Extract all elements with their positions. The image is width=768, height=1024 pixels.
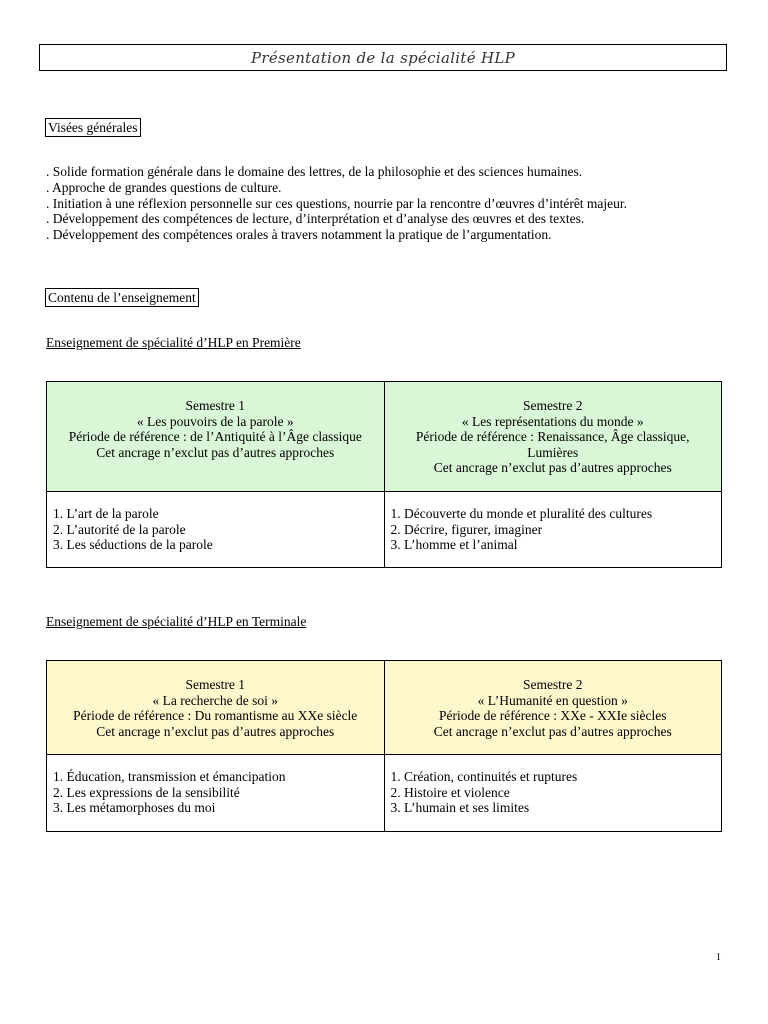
premiere-semester-2-header [384,382,722,492]
list-item: 1. Création, continuités et ruptures [390,769,578,784]
premiere-semester-1-header [47,382,385,492]
semester-label: Semestre 2 [522,677,583,692]
list-item: 3. L’homme et l’animal [390,537,518,553]
semester-theme: « La recherche de soi » [152,692,279,708]
semester-period: Période de référence : XXe - XXIe siècles [438,708,667,724]
general-aims-list [46,164,627,243]
list-item: 3. Les métamorphoses du moi [53,800,216,816]
premiere-semester-1-topics [47,492,385,568]
list-item: 1. L’art de la parole [53,506,159,521]
semester-note: Cet ancrage n’exclut pas d’autres approches [433,723,672,739]
list-item: . Initiation à une réflexion personnelle sur ces questions, nourrie par la rencontre d’œuvres d’intérêt majeur. [46,195,628,211]
semester-period-cont: Lumières [527,444,579,460]
semester-label: Semestre 2 [522,398,583,413]
list-item: 3. Les séductions de la parole [53,537,213,553]
page-title: Présentation de la spécialité HLP [250,48,515,67]
semester-theme: « L’Humanité en question » [477,692,628,708]
list-item: 2. L’autorité de la parole [53,521,186,537]
content-heading: Contenu de l’enseignement [45,288,199,307]
semester-note: Cet ancrage n’exclut pas d’autres approches [96,723,335,739]
semester-period: Période de référence : Renaissance, Âge classique, [415,429,690,445]
terminale-semester-2-header [384,661,722,755]
list-item: . Approche de grandes questions de culture. [46,179,282,195]
terminale-semester-2-topics [384,755,722,832]
semester-period: Période de référence : Du romantisme au XXe siècle [73,708,358,724]
list-item: 2. Les expressions de la sensibilité [53,784,240,800]
semester-note: Cet ancrage n’exclut pas d’autres approches [96,444,335,460]
semester-theme: « Les représentations du monde » [461,413,644,429]
page-title-box [39,44,727,71]
list-item: 2. Décrire, figurer, imaginer [390,521,543,537]
list-item: 2. Histoire et violence [390,784,510,800]
terminale-table [46,660,722,832]
terminale-semester-1-header [47,661,385,755]
semester-label: Semestre 1 [185,677,246,692]
list-item: 1. Découverte du monde et pluralité des cultures [390,506,653,521]
semester-theme: « Les pouvoirs de la parole » [136,413,294,429]
semester-note: Cet ancrage n’exclut pas d’autres approches [433,460,672,476]
terminale-heading: Enseignement de spécialité d’HLP en Terminale [46,614,307,629]
list-item: 3. L’humain et ses limites [390,800,530,816]
list-item: . Solide formation générale dans le domaine des lettres, de la philosophie et des sciences humaines. [46,164,583,179]
list-item: . Développement des compétences de lecture, d’interprétation et d’analyse des œuvres et des textes. [46,211,585,227]
semester-label: Semestre 1 [185,398,246,413]
list-item: 1. Éducation, transmission et émancipation [53,769,286,784]
general-aims-heading: Visées générales [45,118,141,137]
page-number: 1 [716,952,721,963]
premiere-table [46,381,722,568]
list-item: . Développement des compétences orales à travers notamment la pratique de l’argumentation. [46,227,552,243]
terminale-semester-1-topics [47,755,385,832]
semester-period: Période de référence : de l’Antiquité à l’Âge classique [68,429,362,445]
premiere-semester-2-topics [384,492,722,568]
premiere-heading: Enseignement de spécialité d’HLP en Première [46,335,301,350]
